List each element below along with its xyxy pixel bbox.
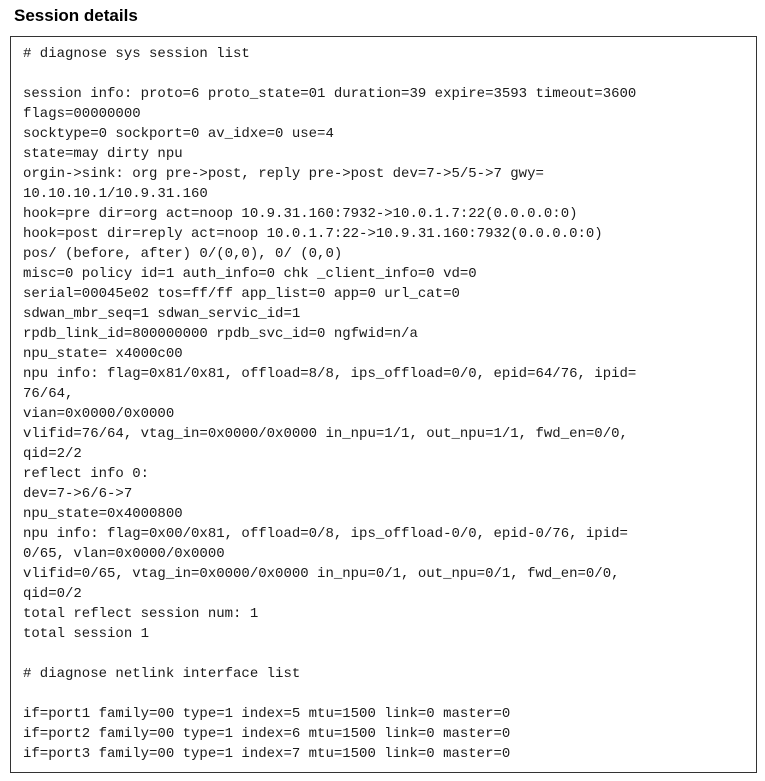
console-line: hook=post dir=reply act=noop 10.0.1.7:22->10.9.31.160:7932(0.0.0.0:0) [23,226,603,242]
console-line: if=port3 family=00 type=1 index=7 mtu=1500 link=0 master=0 [23,746,511,762]
console-line: 10.10.10.1/10.9.31.160 [23,186,208,202]
console-line: hook=pre dir=org act=noop 10.9.31.160:7932->10.0.1.7:22(0.0.0.0:0) [23,206,578,222]
console-line: 0/65, vlan=0x0000/0x0000 [23,546,225,562]
console-line: orgin->sink: org pre->post, reply pre->post dev=7->5/5->7 gwy= [23,166,544,182]
console-line: vlifid=76/64, vtag_in=0x0000/0x0000 in_npu=1/1, out_npu=1/1, fwd_en=0/0, [23,426,628,442]
console-line: session info: proto=6 proto_state=01 duration=39 expire=3593 timeout=3600 [23,86,637,102]
console-line: dev=7->6/6->7 [23,486,133,502]
console-line: npu info: flag=0x81/0x81, offload=8/8, ips_offload=0/0, epid=64/76, ipid= [23,366,637,382]
console-line: rpdb_link_id=800000000 rpdb_svc_id=0 ngfwid=n/a [23,326,418,342]
console-line: vian=0x0000/0x0000 [23,406,175,422]
console-line: sdwan_mbr_seq=1 sdwan_servic_id=1 [23,306,301,322]
console-output-box [10,36,757,773]
console-line: npu_state= x4000c00 [23,346,183,362]
console-line [23,684,636,704]
console-line: state=may dirty npu [23,146,183,162]
console-line [23,644,636,664]
console-line: flags=00000000 [23,106,141,122]
console-line: total reflect session num: 1 [23,606,259,622]
console-line [23,64,636,84]
console-line: serial=00045e02 tos=ff/ff app_list=0 app=0 url_cat=0 [23,286,460,302]
console-line: npu info: flag=0x00/0x81, offload=0/8, ips_offload-0/0, epid-0/76, ipid= [23,526,628,542]
console-lines [23,44,636,764]
console-line: if=port1 family=00 type=1 index=5 mtu=1500 link=0 master=0 [23,706,511,722]
console-line: 76/64, [23,386,74,402]
console-line: npu_state=0x4000800 [23,506,183,522]
console-line: # diagnose netlink interface list [23,666,301,682]
console-line: socktype=0 sockport=0 av_idxe=0 use=4 [23,126,334,142]
console-line: pos/ (before, after) 0/(0,0), 0/ (0,0) [23,246,343,262]
console-line: total session 1 [23,626,150,642]
console-line: misc=0 policy id=1 auth_info=0 chk _client_info=0 vd=0 [23,266,477,282]
console-line: reflect info 0: [23,466,150,482]
console-line: vlifid=0/65, vtag_in=0x0000/0x0000 in_npu=0/1, out_npu=0/1, fwd_en=0/0, [23,566,620,582]
page-title: Session details [14,6,138,25]
console-line: qid=0/2 [23,586,82,602]
console-line: if=port2 family=00 type=1 index=6 mtu=1500 link=0 master=0 [23,726,511,742]
console-line: # diagnose sys session list [23,46,250,62]
console-line: qid=2/2 [23,446,82,462]
